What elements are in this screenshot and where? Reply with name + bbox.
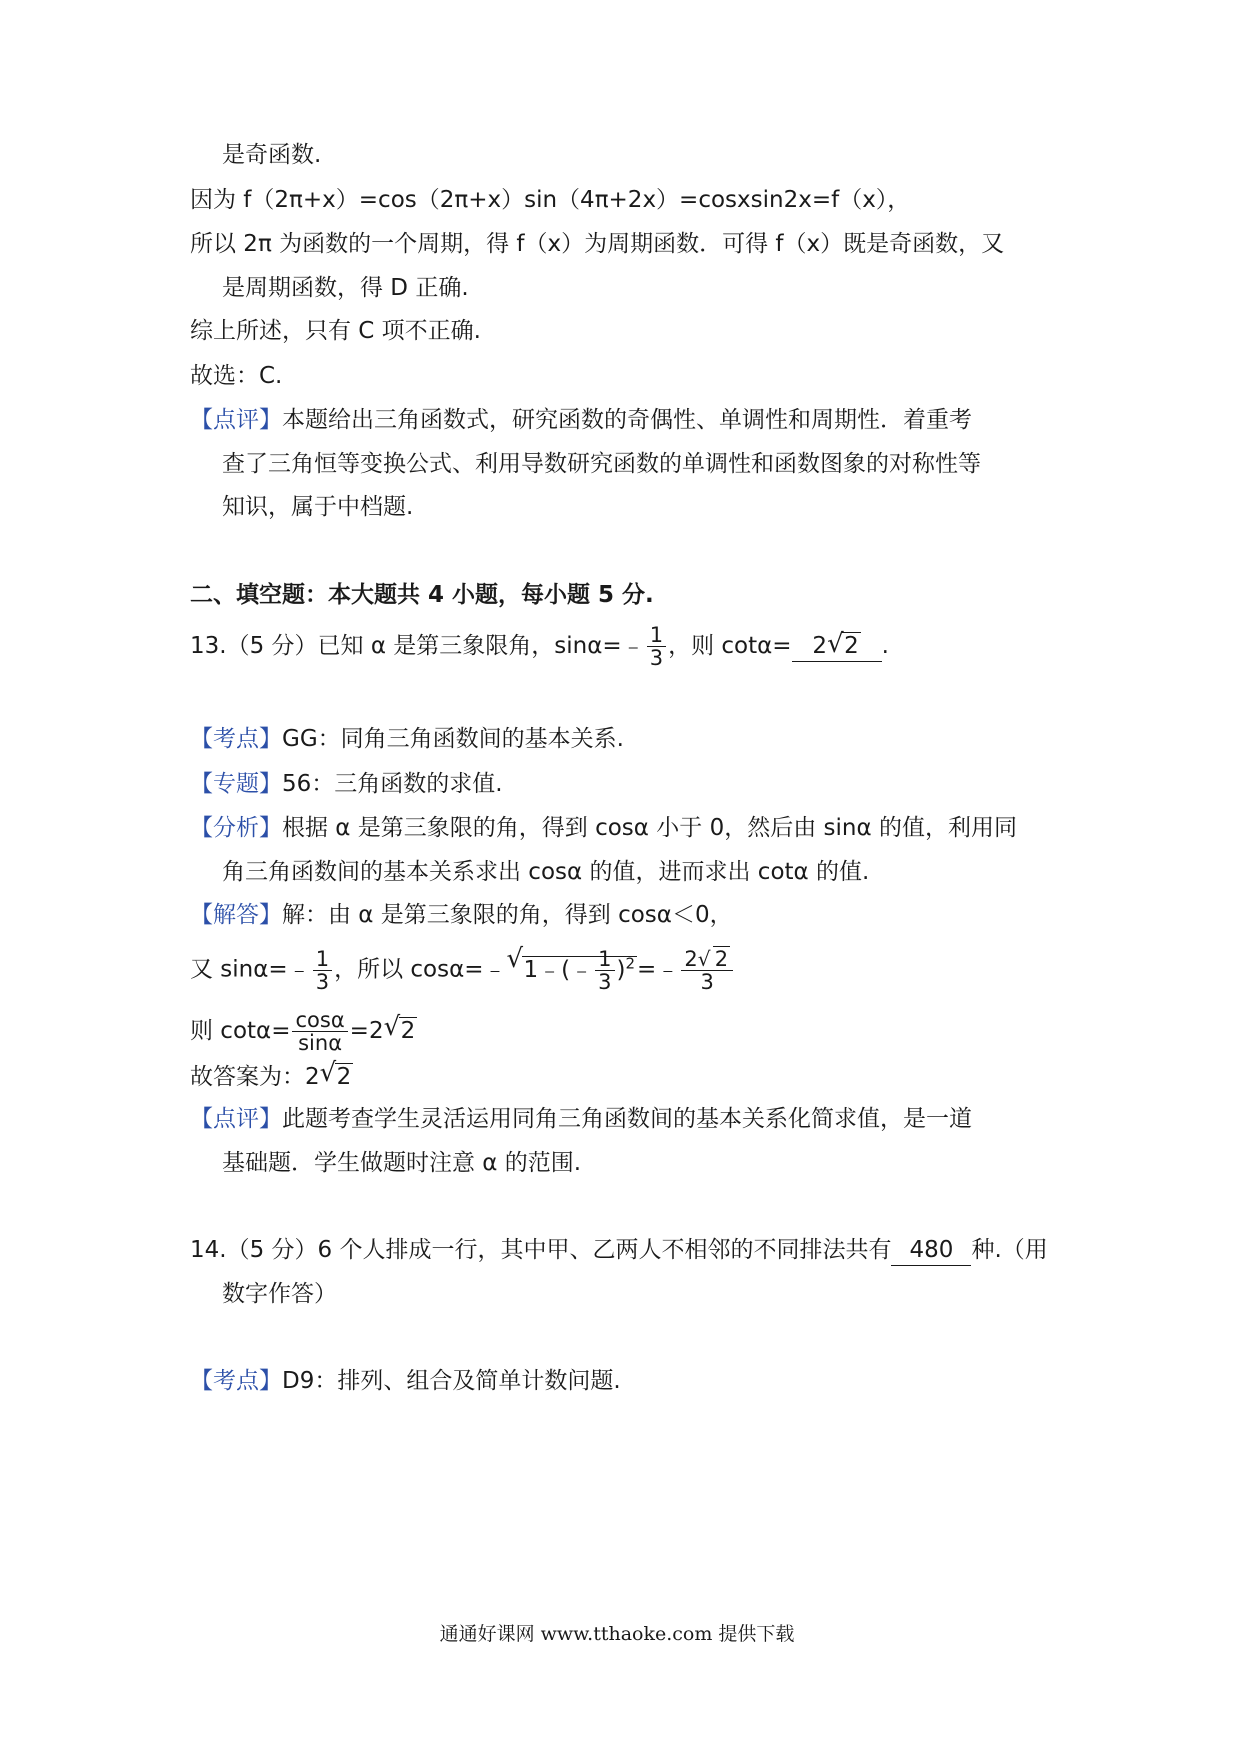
text-line: 是周期函数，得 D 正确. — [222, 275, 469, 301]
fraction: $\frac{1}{3}$ — [313, 948, 332, 993]
text-line: 是奇函数. — [222, 142, 322, 168]
section-title: 二、填空题：本大题共 4 小题，每小题 5 分. — [190, 582, 654, 608]
text-line: 数字作答） — [222, 1281, 337, 1307]
zhuanti-tag: 【专题】 — [190, 771, 282, 797]
jieda-line: 【解答】解：由 α 是第三象限的角，得到 cosα＜0， — [190, 902, 733, 928]
text-line: 基础题．学生做题时注意 α 的范围. — [222, 1150, 582, 1176]
text-line: 角三角函数间的基本关系求出 cosα 的值，进而求出 cotα 的值. — [222, 859, 870, 885]
kaodian-line: 【考点】D9：排列、组合及简单计数问题. — [190, 1368, 621, 1394]
question-13 — [190, 624, 1054, 669]
sqrt: √ 2 — [827, 629, 859, 659]
solution-answer: 故答案为：2 √ 2 — [190, 1060, 1054, 1094]
question-14: 14.（5 分）6 个人排成一行，其中甲、乙两人不相邻的不同排法共有 480 种.（用 — [190, 1233, 1054, 1267]
kaodian-line: 【考点】GG：同角三角函数间的基本关系. — [190, 726, 624, 752]
sqrt: √ 2 — [383, 1012, 416, 1044]
text-line: 知识，属于中档题. — [222, 494, 414, 520]
fenxi-tag: 【分析】 — [190, 815, 282, 841]
fenxi-line: 【分析】根据 α 是第三象限的角，得到 cosα 小于 0，然后由 sinα 的值，利用同 — [190, 815, 1017, 841]
dianping-tag: 【点评】 — [190, 1106, 282, 1132]
sqrt: √ 2 — [319, 1058, 352, 1090]
text-line: 综上所述，只有 C 项不正确. — [190, 318, 481, 344]
fraction: $\frac{1}{3}$ — [647, 624, 666, 669]
text-line: 查了三角恒等变换公式、利用导数研究函数的单调性和函数图象的对称性等 — [222, 451, 981, 477]
q13-mid: ，则 cotα= — [668, 633, 792, 659]
kaodian-tag: 【考点】 — [190, 1368, 282, 1394]
answer-blank: 2 √ 2 — [792, 631, 882, 662]
sqrt: √ 1﹣(﹣ $\frac{1}{3}$ )$^2$ — [506, 944, 636, 994]
zhuanti-line: 【专题】56：三角函数的求值. — [190, 771, 503, 797]
jieda-tag: 【解答】 — [190, 902, 282, 928]
text-line: 因为 f（2π+x）=cos（2π+x）sin（4π+2x）=cosxsin2x=f（x）， — [190, 187, 911, 213]
q13-prefix: 13.（5 分）已知 α 是第三象限角，sinα=﹣ — [190, 633, 645, 659]
page-footer: 通通好课网 www.tthaoke.com 提供下载 — [439, 1623, 795, 1645]
fraction: 2 √ 2 3 — [681, 948, 733, 993]
solution-step-2: 又 sinα=﹣ $\frac{1}{3}$ ，所以 cosα=﹣ √ 1﹣(﹣ $\frac{1}{3}$ )$^2$=﹣ 2 √ 2 3 — [190, 946, 1054, 993]
answer-blank: 480 — [891, 1235, 971, 1266]
review-line — [190, 403, 1054, 437]
fraction: $\frac{\cos\alpha}{\sin\alpha}$ — [292, 1009, 347, 1054]
solution-step-3: 则 cotα= $\frac{\cos\alpha}{\sin\alpha}$ =2 √ 2 — [190, 1008, 416, 1055]
text-line: 所以 2π 为函数的一个周期，得 f（x）为周期函数．可得 f（x）既是奇函数，又 — [190, 231, 1005, 257]
review-tag: 【点评】 — [190, 407, 282, 433]
review-text: 本题给出三角函数式，研究函数的奇偶性、单调性和周期性．着重考 — [282, 407, 972, 433]
text-line: 故选：C. — [190, 363, 283, 389]
kaodian-tag: 【考点】 — [190, 726, 282, 752]
dianping-line: 【点评】此题考查学生灵活运用同角三角函数间的基本关系化简求值，是一道 — [190, 1106, 972, 1132]
q13-suffix: . — [881, 633, 889, 659]
